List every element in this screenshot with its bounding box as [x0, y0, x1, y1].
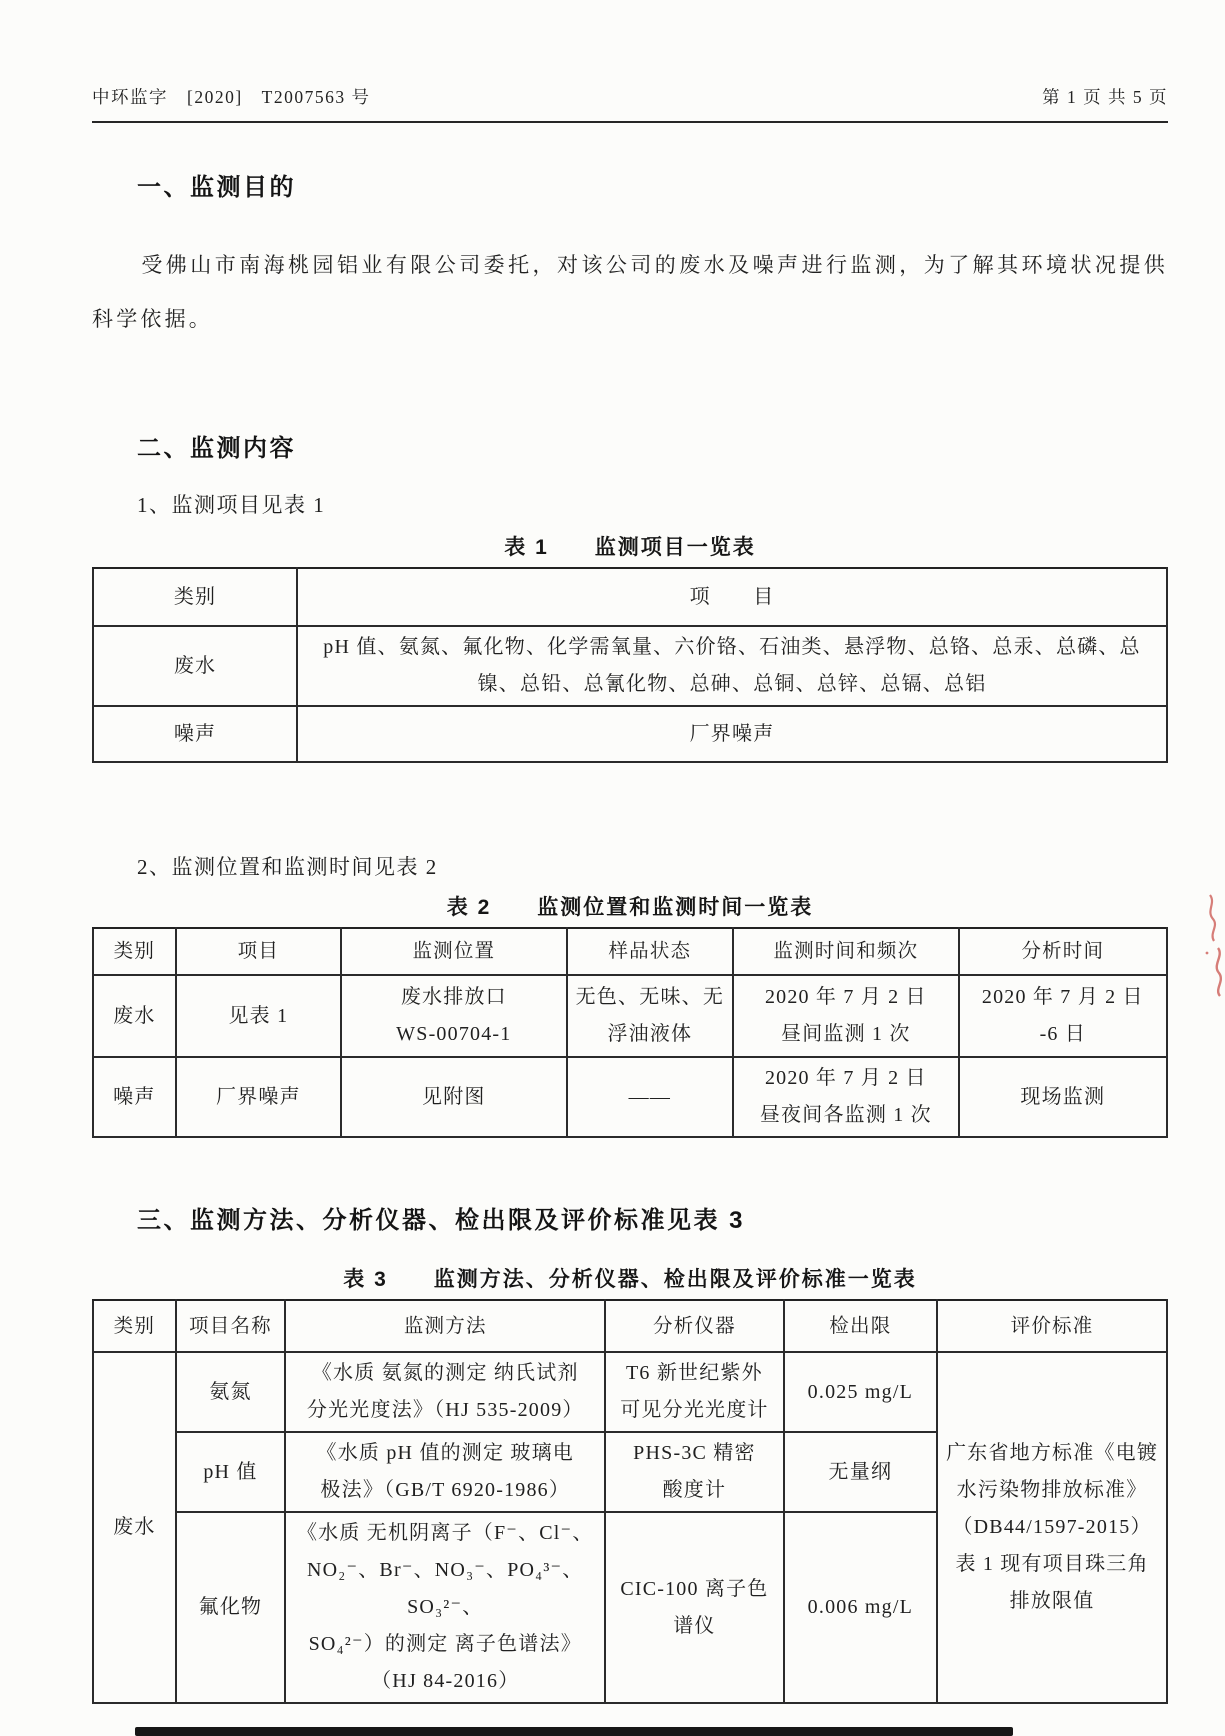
table2-cell: 厂界噪声 [176, 1057, 341, 1137]
section-1-title: 一、监测目的 [137, 174, 296, 201]
table1-cell-items: pH 值、氨氮、氟化物、化学需氧量、六价铬、石油类、悬浮物、总铬、总汞、总磷、总 镍、总铅、总氰化物、总砷、总铜、总锌、总镉、总铝 [297, 626, 1167, 706]
table2-locations-times [92, 927, 1168, 1138]
section-3-title: 三、监测方法、分析仪器、检出限及评价标准见表 3 [137, 1207, 746, 1234]
section-2-item-2: 2、监测位置和监测时间见表 2 [137, 855, 438, 879]
table2-cell: 见附图 [341, 1057, 567, 1137]
table1-cell-category: 废水 [93, 626, 297, 706]
table3-header-detection-limit: 检出限 [784, 1300, 938, 1352]
table1-monitoring-items [92, 567, 1168, 763]
document-number: 中环监字 [2020] T2007563 号 [92, 87, 371, 107]
table3-methods-standards [92, 1299, 1168, 1704]
table2-header-sample-state: 样品状态 [567, 928, 733, 975]
table2-cell: 现场监测 [959, 1057, 1167, 1137]
table3-cell-item-name: 氟化物 [176, 1512, 286, 1703]
table-row [93, 706, 1167, 762]
table3-cell-detection-limit: 无量纲 [784, 1432, 938, 1512]
table2-cell: 见表 1 [176, 975, 341, 1057]
table2-header-location: 监测位置 [341, 928, 567, 975]
table2-cell: 废水 [93, 975, 176, 1057]
page-number: 第 1 页 共 5 页 [1042, 87, 1168, 107]
page-header [92, 0, 1168, 123]
table3-cell-instrument: CIC-100 离子色 谱仪 [605, 1512, 783, 1703]
table3-cell-item-name: 氨氮 [176, 1352, 286, 1432]
table3-caption: 表 3 监测方法、分析仪器、检出限及评价标准一览表 [343, 1268, 917, 1291]
table3-header-method: 监测方法 [285, 1300, 605, 1352]
table-row [93, 626, 1167, 706]
table3-cell-method: 《水质 无机阴离子（F⁻、Cl⁻、 NO₂⁻、Br⁻、NO₃⁻、PO₄³⁻、SO₃²⁻、 SO₄²⁻）的测定 离子色谱法》 （HJ 84-2016） [285, 1512, 605, 1703]
table1-caption: 表 1 监测项目一览表 [504, 536, 756, 559]
table1-header-items: 项 目 [297, 568, 1167, 626]
table3-header-standard: 评价标准 [937, 1300, 1167, 1352]
table1-cell-items: 厂界噪声 [297, 706, 1167, 762]
table-row [93, 975, 1167, 1057]
table3-cell-method: 《水质 pH 值的测定 玻璃电 极法》（GB/T 6920-1986） [285, 1432, 605, 1512]
table3-cell-instrument: T6 新世纪紫外 可见分光光度计 [605, 1352, 783, 1432]
table2-cell: 无色、无味、无 浮油液体 [567, 975, 733, 1057]
table3-cell-category: 废水 [93, 1352, 176, 1703]
table2-caption: 表 2 监测位置和监测时间一览表 [446, 896, 814, 919]
red-ink-mark [1200, 893, 1225, 998]
table3-cell-method: 《水质 氨氮的测定 纳氏试剂 分光光度法》（HJ 535-2009） [285, 1352, 605, 1432]
table2-cell: 噪声 [93, 1057, 176, 1137]
section-2-item-1: 1、监测项目见表 1 [137, 493, 326, 517]
scan-edge-artifact [135, 1727, 1013, 1736]
table2-cell: —— [567, 1057, 733, 1137]
table2-cell: 2020 年 7 月 2 日 -6 日 [959, 975, 1167, 1057]
table-row [93, 1352, 1167, 1432]
page-content [92, 0, 1168, 1704]
table-header-row [93, 568, 1167, 626]
table2-cell: 废水排放口 WS-00704-1 [341, 975, 567, 1057]
section-2-title: 二、监测内容 [137, 435, 296, 462]
table2-header-item: 项目 [176, 928, 341, 975]
table2-header-category: 类别 [93, 928, 176, 975]
table2-cell: 2020 年 7 月 2 日 昼间监测 1 次 [733, 975, 959, 1057]
table3-cell-standard: 广东省地方标准《电镀 水污染物排放标准》 （DB44/1597-2015） 表 1 现有项目珠三角 排放限值 [937, 1352, 1167, 1703]
table3-header-category: 类别 [93, 1300, 176, 1352]
table2-header-analysis-time: 分析时间 [959, 928, 1167, 975]
table3-header-item-name: 项目名称 [176, 1300, 286, 1352]
table-header-row [93, 1300, 1167, 1352]
table3-cell-item-name: pH 值 [176, 1432, 286, 1512]
table1-header-category: 类别 [93, 568, 297, 626]
table-header-row [93, 928, 1167, 975]
table1-cell-category: 噪声 [93, 706, 297, 762]
table2-cell: 2020 年 7 月 2 日 昼夜间各监测 1 次 [733, 1057, 959, 1137]
table-row [93, 1057, 1167, 1137]
section-1-paragraph: 受佛山市南海桃园铝业有限公司委托，对该公司的废水及噪声进行监测，为了解其环境状况提供科学依据。 [92, 253, 1168, 331]
table3-cell-detection-limit: 0.006 mg/L [784, 1512, 938, 1703]
table2-header-time-frequency: 监测时间和频次 [733, 928, 959, 975]
table3-header-instrument: 分析仪器 [605, 1300, 783, 1352]
table3-cell-instrument: PHS-3C 精密 酸度计 [605, 1432, 783, 1512]
table3-cell-detection-limit: 0.025 mg/L [784, 1352, 938, 1432]
